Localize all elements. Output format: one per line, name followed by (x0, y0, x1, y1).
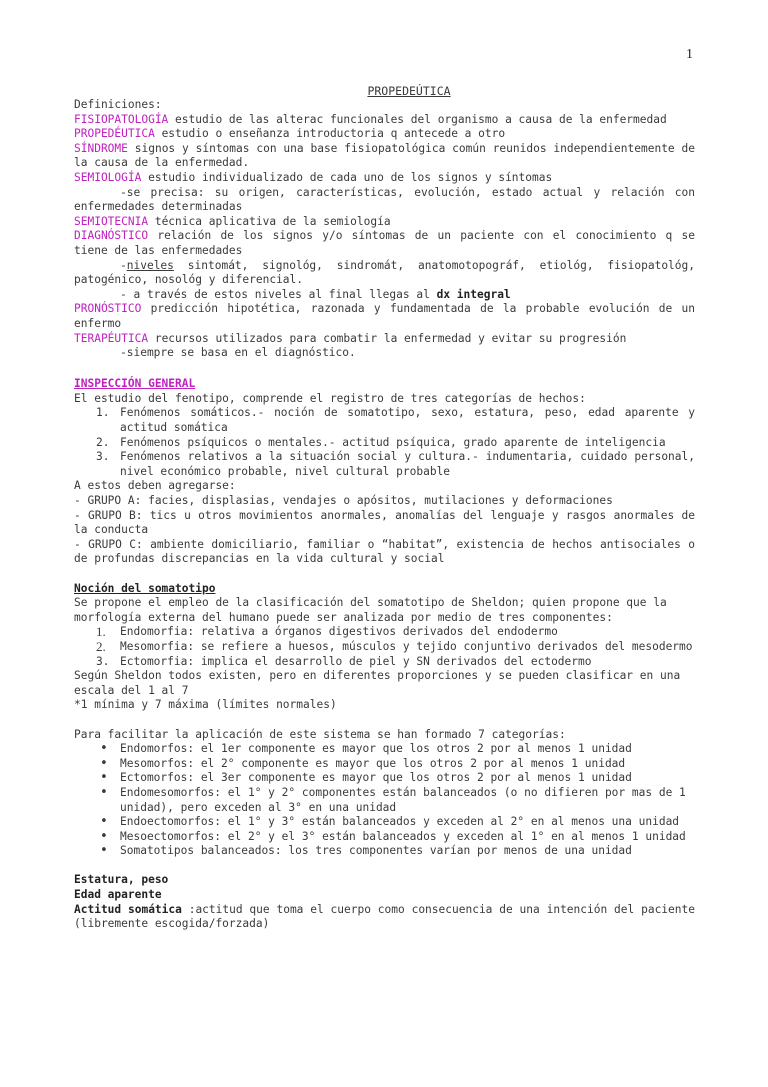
def-sindrome (74, 142, 695, 171)
list-item (74, 640, 695, 655)
list-item (74, 655, 695, 670)
list-item (74, 757, 695, 772)
list-item (74, 815, 695, 830)
categories-list (74, 742, 695, 859)
niveles-word: niveles (126, 258, 174, 272)
term: PRONÓSTICO (74, 302, 142, 316)
def-niveles (74, 259, 695, 288)
term: FISIOPATOLOGÍA (74, 112, 169, 126)
list-number: 1. (96, 406, 110, 420)
list-number: 2. (96, 638, 106, 654)
list-number: 3. (96, 450, 110, 464)
niveles-final-text: - a través de estos niveles al final llegas al (120, 287, 437, 301)
list-item-text: Mesoectomorfos: el 2° y el 3° están balanceados y exceden al 1° en al menos 1 unidad (120, 829, 686, 843)
add-line: A estos deben agregarse: (74, 479, 236, 493)
list-item (74, 844, 695, 859)
def-fisiopatologia (74, 113, 695, 128)
def-semiotecnia (74, 215, 695, 230)
actitud-somatica (74, 903, 695, 932)
list-item-text: Ectomorfia: implica el desarrollo de piel y SN derivados del ectodermo (120, 654, 592, 668)
niveles-prefix: - (120, 258, 127, 272)
term: DIAGNÓSTICO (74, 229, 149, 243)
components-list (74, 625, 695, 669)
def-semiologia (74, 171, 695, 186)
fenomenos-list (74, 406, 695, 479)
heading-estatura: Estatura, peso (74, 873, 169, 887)
definition-text: estudio o enseñanza introductoria q antecede a otro (154, 127, 506, 141)
list-item (74, 742, 695, 757)
term: PROPEDÉUTICA (74, 127, 155, 141)
def-niveles-final (74, 288, 695, 303)
term: TERAPÉUTICA (74, 331, 149, 345)
def-propedeutica (74, 127, 695, 142)
list-item-text: Mesomorfia: se refiere a huesos, músculos y tejido conjuntivo derivados del mesodermo (120, 639, 693, 653)
list-item (74, 786, 695, 815)
def-pronostico (74, 302, 695, 331)
list-item-text: Ectomorfos: el 3er componente es mayor que los otros 2 por al menos 1 unidad (120, 771, 632, 785)
grupo-b: - GRUPO B: tics u otros movimientos anormales, anomalías del lenguaje y rasgos anormales de la conducta (74, 508, 695, 537)
definition-text: predicción hipotética, razonada y fundamentada de la probable evolución de un enfermo (74, 302, 695, 330)
bullet: • (100, 814, 108, 830)
list-item-text: Endomesomorfos: el 1° y 2° componentes están balanceados (o no difieren por mas de 1 unidad), pero exceden al 3° en una unidad (120, 785, 686, 814)
def-terapeutica-sub: -siempre se basa en el diagnóstico. (120, 346, 356, 360)
section-heading-somatotipo: Noción del somatotipo (74, 581, 216, 595)
def-terapeutica (74, 332, 695, 347)
actitud-label: Actitud somática (74, 902, 182, 916)
page-title: PROPEDEÚTICA (367, 84, 451, 98)
def-diagnostico (74, 229, 695, 258)
list-item-text: Mesomorfos: el 2° componente es mayor que los otros 2 por al menos 1 unidad (120, 756, 626, 770)
dx-integral: dx integral (436, 287, 511, 301)
niveles-list: sintomát, signológ, sindromát, anatomotopográf, etiológ, fisiopatológ, patogénico, nosológ y diferencial. (74, 258, 695, 287)
term: SEMIOLOGÍA (74, 170, 142, 184)
grupo-a: - GRUPO A: facies, displasias, vendajes o apósitos, mutilaciones y deformaciones (74, 494, 613, 508)
list-item (74, 625, 695, 640)
definition-text: estudio individualizado de cada uno de los signos y síntomas (141, 170, 553, 184)
bullet: • (100, 843, 108, 859)
list-item-text: Fenómenos somáticos.- noción de somatotipo, sexo, estatura, peso, edad aparente y actitud somática (120, 406, 695, 435)
definition-text: signos y síntomas con una base fisiopatológica común reunidos independientemente de la causa de la enfermedad. (74, 141, 695, 170)
list-item-text: Endoectomorfos: el 1° y 3° están balanceados y exceden al 2° en al menos una unidad (120, 815, 680, 829)
list-number: 1. (96, 624, 106, 640)
somatotipo-intro: Se propone el empleo de la clasificación del somatotipo de Sheldon; quien propone que la morfología externa del humano puede ser analizada por medio de tres componentes: (74, 596, 667, 624)
definitions-heading: Definiciones: (74, 98, 162, 111)
sheldon-note: Según Sheldon todos existen, pero en diferentes proporciones y se pueden clasificar en una escala del 1 al 7 (74, 669, 681, 697)
def-semiologia-sub: -se precisa: su origen, características, evolución, estado actual y relación con enfermedades determinadas (74, 185, 695, 214)
inspeccion-intro: El estudio del fenotipo, comprende el registro de tres categorías de hechos: (74, 391, 586, 405)
list-item (74, 450, 695, 479)
list-item-text: Somatotipos balanceados: los tres componentes varían por menos de una unidad (120, 844, 632, 858)
definition-text: técnica aplicativa de la semiología (148, 214, 391, 228)
heading-edad: Edad aparente (74, 888, 162, 902)
actitud-text: :actitud que toma el cuerpo como consecuencia de una intención del paciente (libremente escogida/forzada) (74, 902, 695, 931)
bullet: • (100, 828, 108, 844)
scale-note: *1 mínima y 7 máxima (límites normales) (74, 698, 337, 712)
definition-text: estudio de las alterac funcionales del organismo a causa de la enfermedad (168, 112, 667, 126)
bullet: • (100, 784, 108, 800)
section-heading-inspeccion: INSPECCIÓN GENERAL (74, 377, 196, 391)
definition-text: relación de los signos y/o síntomas de un paciente con el conocimiento q se tiene de las enfermedades (74, 229, 695, 257)
bullet: • (100, 755, 108, 771)
list-item (74, 771, 695, 786)
bullet: • (100, 770, 108, 786)
bullet: • (100, 741, 108, 757)
list-item-text: Endomorfos: el 1er componente es mayor que los otros 2 por al menos 1 unidad (120, 742, 632, 756)
list-item (74, 406, 695, 435)
term: SEMIOTECNIA (74, 214, 149, 228)
list-number: 2. (96, 435, 110, 449)
term: SÍNDROME (74, 141, 128, 155)
page-number: 1 (686, 47, 693, 62)
grupo-c: - GRUPO C: ambiente domiciliario, familiar o “habitat”, existencia de hechos antisociales o de profundas discrepancias en la vida cultural y social (74, 537, 695, 566)
list-item-text: Fenómenos relativos a la situación social y cultura.- indumentaria, cuidado personal, nivel económico probable, nivel cultural probable (120, 450, 695, 478)
list-number: 3. (96, 654, 110, 668)
list-item-text: Fenómenos psíquicos o mentales.- actitud psíquica, grado aparente de inteligencia (120, 435, 666, 449)
document-body (74, 98, 695, 932)
list-item (74, 436, 695, 451)
list-item-text: Endomorfia: relativa a órganos digestivos derivados del endodermo (120, 625, 558, 639)
definition-text: recursos utilizados para combatir la enfermedad y evitar su progresión (148, 331, 627, 345)
categories-intro: Para facilitar la aplicación de este sistema se han formado 7 categorías: (74, 727, 566, 741)
list-item (74, 830, 695, 845)
